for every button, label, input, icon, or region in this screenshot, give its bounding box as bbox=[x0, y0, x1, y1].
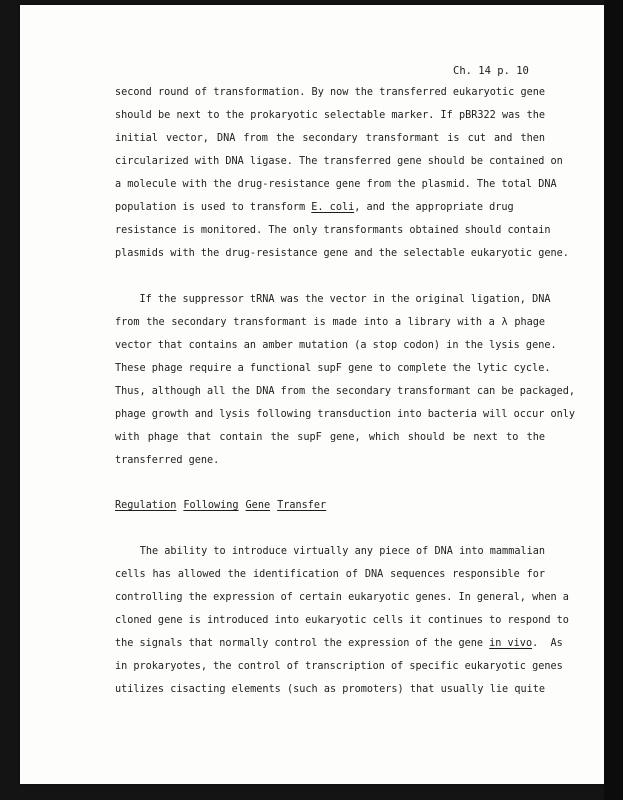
text-span: , and the appropriate drug bbox=[354, 202, 514, 213]
text-line: with phage that contain the supF gene, which should be next to the bbox=[115, 432, 545, 443]
heading-word: Regulation bbox=[115, 500, 177, 511]
text-line: plasmids with the drug-resistance gene and the selectable eukaryotic gene. bbox=[115, 248, 569, 259]
species-name: E. coli bbox=[311, 202, 355, 213]
text-line: transferred gene. bbox=[115, 455, 220, 466]
latin-term: in vivo bbox=[489, 638, 533, 649]
text-line: utilizes cisacting elements (such as promoters) that usually lie quite bbox=[115, 684, 545, 695]
text-line: in prokaryotes, the control of transcription of specific eukaryotic genes bbox=[115, 661, 563, 672]
text-span: . As bbox=[532, 638, 563, 649]
text-line: These phage require a functional supF gene to complete the lytic cycle. bbox=[115, 363, 551, 374]
text-line: If the suppressor tRNA was the vector in the original ligation, DNA bbox=[115, 294, 551, 305]
text-span: population is used to transform bbox=[115, 202, 312, 213]
document-page bbox=[20, 5, 604, 784]
text-line: controlling the expression of certain eukaryotic genes. In general, when a bbox=[115, 592, 569, 603]
text-line: resistance is monitored. The only transformants obtained should contain bbox=[115, 225, 551, 236]
scan-edge bbox=[604, 0, 623, 800]
text-line bbox=[115, 637, 563, 651]
text-span: the signals that normally control the expression of the gene bbox=[115, 638, 490, 649]
text-line: The ability to introduce virtually any piece of DNA into mammalian bbox=[115, 546, 545, 557]
text-line: phage growth and lysis following transduction into bacteria will occur only bbox=[115, 409, 576, 420]
text-line: second round of transformation. By now the transferred eukaryotic gene bbox=[115, 87, 545, 98]
text-line: from the secondary transformant is made into a library with a λ phage bbox=[115, 317, 545, 328]
text-line: Thus, although all the DNA from the secondary transformant can be packaged, bbox=[115, 386, 576, 397]
heading-word: Transfer bbox=[277, 500, 327, 511]
heading-word: Gene bbox=[245, 500, 271, 511]
text-line: cells has allowed the identification of DNA sequences responsible for bbox=[115, 569, 545, 580]
text-line: a molecule with the drug-resistance gene from the plasmid. The total DNA bbox=[115, 179, 557, 190]
section-heading bbox=[115, 499, 545, 513]
text-line: should be next to the prokaryotic selectable marker. If pBR322 was the bbox=[115, 110, 545, 121]
text-line: circularized with DNA ligase. The transferred gene should be contained on bbox=[115, 156, 563, 167]
text-line: vector that contains an amber mutation (a stop codon) in the lysis gene. bbox=[115, 340, 557, 351]
page-number: Ch. 14 p. 10 bbox=[453, 65, 529, 77]
text-line bbox=[115, 201, 545, 215]
heading-word: Following bbox=[183, 500, 239, 511]
text-line: initial vector, DNA from the secondary transformant is cut and then bbox=[115, 133, 545, 144]
text-line: cloned gene is introduced into eukaryotic cells it continues to respond to bbox=[115, 615, 569, 626]
